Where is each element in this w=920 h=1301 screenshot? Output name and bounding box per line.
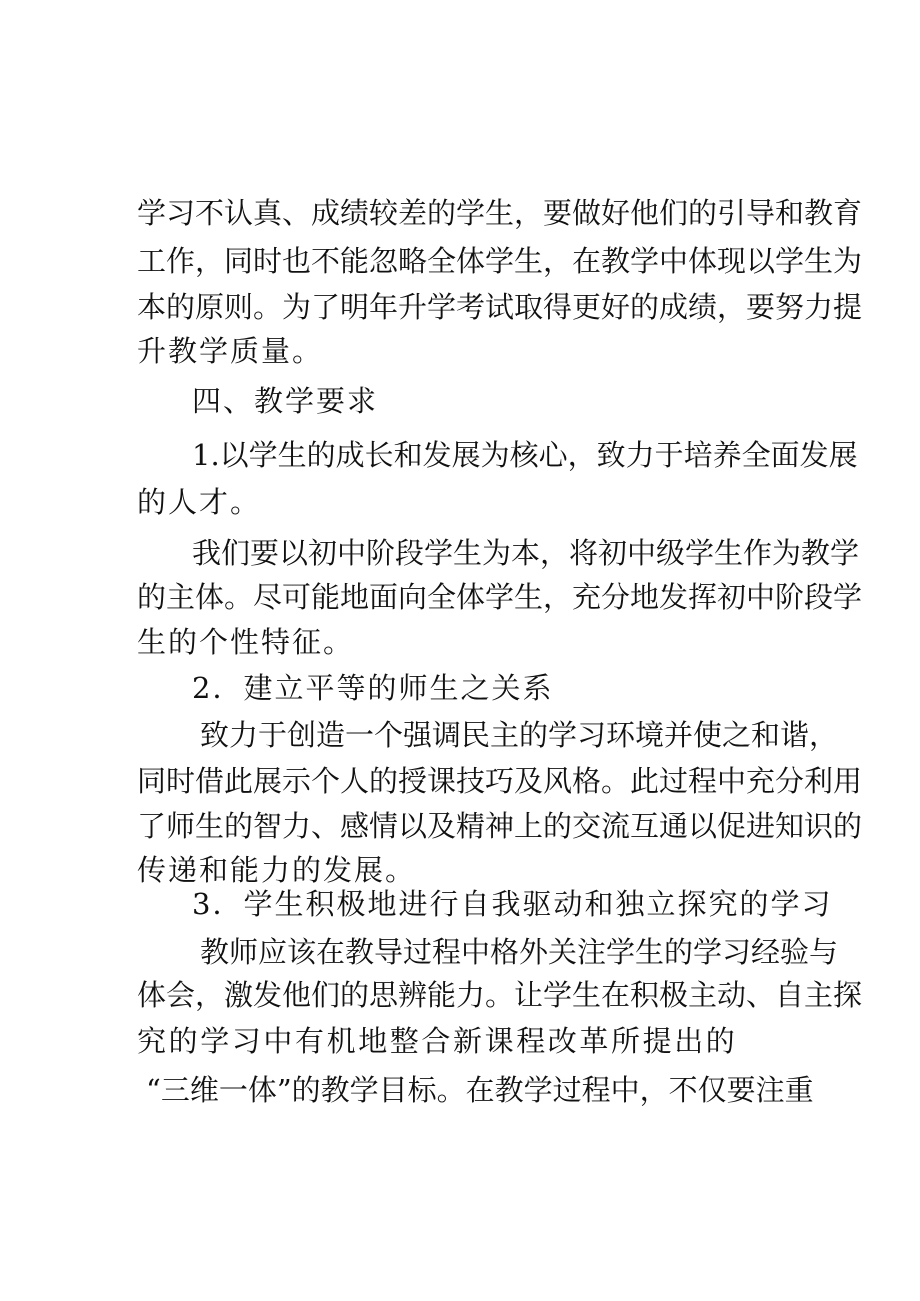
subheading: 1.以学生的成长和发展为核心，致力于培养全面发展 — [192, 438, 858, 472]
text-line: 工作，同时也不能忽略全体学生，在教学中体现以学生为 — [137, 244, 863, 278]
subheading: 2．建立平等的师生之关系 — [192, 671, 554, 705]
text-line: 究的学习中有机地整合新课程改革所提出的 — [137, 1024, 738, 1058]
text-line: 升教学质量。 — [137, 334, 324, 368]
text-line: 的主体。尽可能地面向全体学生，充分地发挥初中阶段学 — [137, 580, 863, 614]
section-heading: 四、教学要求 — [192, 384, 379, 418]
text-line: 体会，激发他们的思辨能力。让学生在积极主动、自主探 — [137, 978, 863, 1012]
text-line: 学习不认真、成绩较差的学生，要做好他们的引导和教育 — [137, 196, 863, 230]
text-line: 了师生的智力、感情以及精神上的交流互通以促进知识的 — [137, 809, 863, 843]
text-line: 传递和能力的发展。 — [137, 853, 417, 887]
text-line: 本的原则。为了明年升学考试取得更好的成绩，要努力提 — [137, 290, 863, 324]
text-line: 同时借此展示个人的授课技巧及风格。此过程中充分利用 — [137, 764, 863, 798]
text-line: 的人才。 — [137, 485, 262, 519]
text-line: 生的个性特征。 — [137, 625, 355, 659]
text-line: 教师应该在教导过程中格外关注学生的学习经验与 — [200, 935, 839, 969]
text-line: 我们要以初中阶段学生为本，将初中级学生作为教学 — [192, 536, 860, 570]
text-line: 致力于创造一个强调民主的学习环境并使之和谐， — [200, 718, 839, 752]
text-line: “三维一体”的教学目标。在教学过程中，不仅要注重 — [146, 1073, 814, 1107]
subheading: 3．学生积极地进行自我驱动和独立探究的学习 — [192, 887, 833, 921]
